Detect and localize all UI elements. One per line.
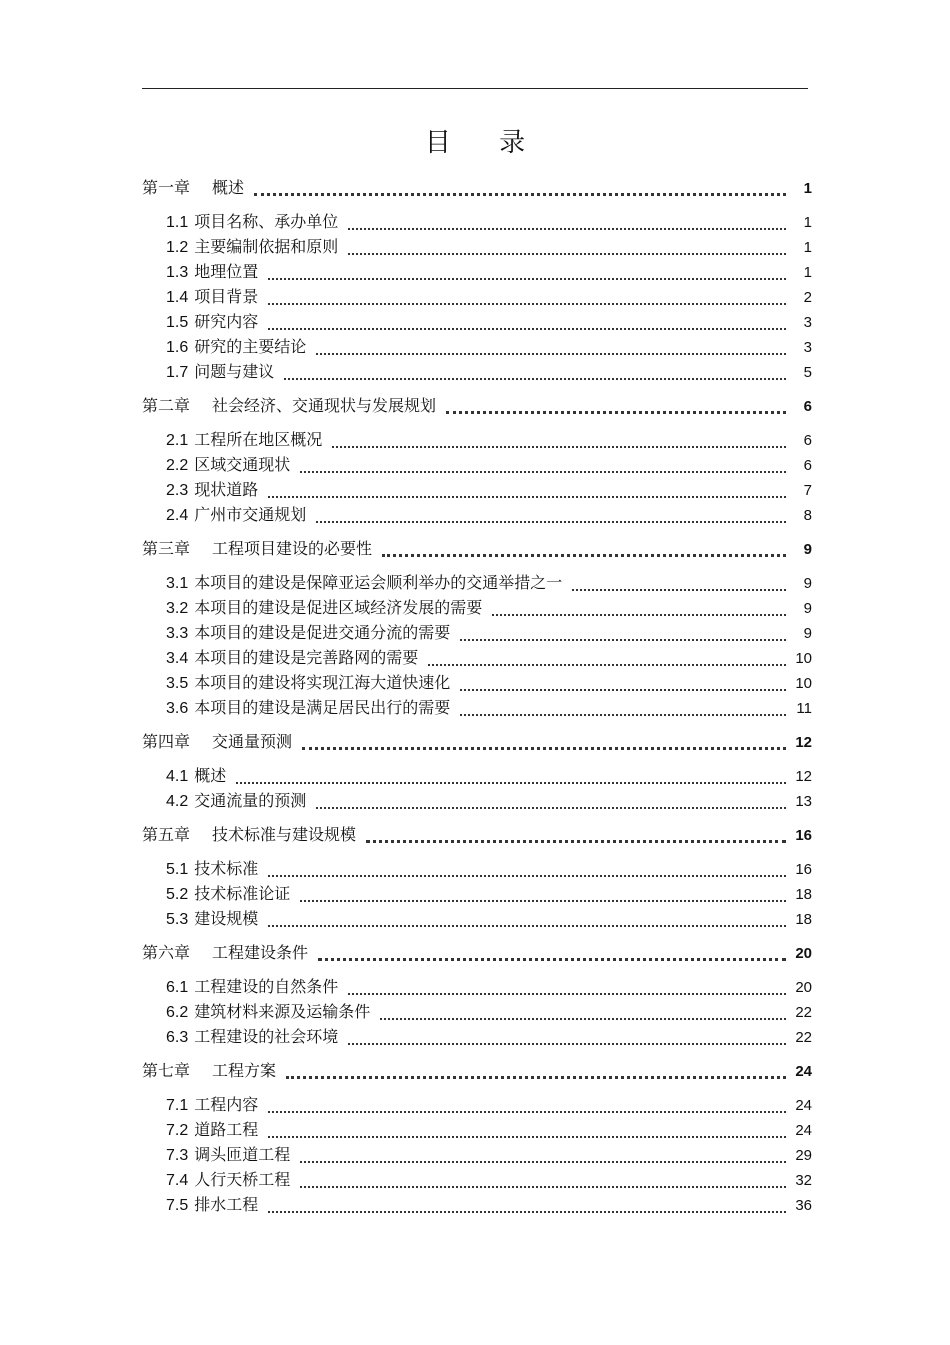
section-title: 区域交通现状 <box>194 455 291 474</box>
dot-leader <box>316 521 786 523</box>
dot-leader <box>268 1136 786 1138</box>
page-number: 24 <box>795 1063 812 1080</box>
section-title: 建筑材料来源及运输条件 <box>194 1002 371 1021</box>
chapter-label <box>142 175 244 198</box>
dot-leader <box>382 554 786 557</box>
dot-leader <box>348 1043 786 1045</box>
dot-leader <box>318 958 786 961</box>
section-label <box>166 881 290 904</box>
section-title: 建设规模 <box>194 909 259 928</box>
section-title: 问题与建议 <box>194 362 275 381</box>
page-number: 18 <box>795 886 812 903</box>
dot-leader <box>268 1211 786 1213</box>
section-title: 地理位置 <box>194 262 259 281</box>
toc-section-entry[interactable] <box>142 1167 812 1192</box>
dot-leader <box>284 378 786 380</box>
section-label <box>166 334 306 357</box>
section-title: 工程内容 <box>194 1095 259 1114</box>
chapter-label <box>142 940 308 963</box>
section-number: 4.1 <box>166 768 189 785</box>
section-title: 项目名称、承办单位 <box>194 212 339 231</box>
chapter-label <box>142 822 356 845</box>
dot-leader <box>366 840 786 843</box>
toc-section-entry[interactable] <box>142 906 812 931</box>
toc-section-entry[interactable] <box>142 427 812 452</box>
dot-leader <box>300 471 786 473</box>
toc-section-entry[interactable] <box>142 670 812 695</box>
section-title: 工程所在地区概况 <box>194 430 323 449</box>
section-title: 工程建设的社会环境 <box>194 1027 339 1046</box>
toc-section-entry[interactable] <box>142 234 812 259</box>
toc-section-entry[interactable] <box>142 695 812 720</box>
page-number: 5 <box>803 364 812 381</box>
section-number: 3.2 <box>166 600 189 617</box>
dot-leader <box>300 900 786 902</box>
section-number: 5.1 <box>166 861 189 878</box>
section-number: 1.2 <box>166 239 189 256</box>
dot-leader <box>460 714 786 716</box>
section-label <box>166 1024 338 1047</box>
section-title: 本项目的建设是完善路网的需要 <box>194 648 419 667</box>
section-number: 3.3 <box>166 625 189 642</box>
section-number: 5.2 <box>166 886 189 903</box>
toc-section-entry[interactable] <box>142 788 812 813</box>
section-number: 1.5 <box>166 314 189 331</box>
section-label <box>166 695 450 718</box>
chapter-title: 技术标准与建设规模 <box>212 825 357 844</box>
toc-section-entry[interactable] <box>142 452 812 477</box>
section-number: 1.3 <box>166 264 189 281</box>
chapter-number: 第五章 <box>142 825 191 844</box>
toc-chapter-entry[interactable] <box>142 940 812 965</box>
toc-section-entry[interactable] <box>142 477 812 502</box>
section-number: 7.2 <box>166 1122 189 1139</box>
page-number: 24 <box>795 1097 812 1114</box>
page-number: 7 <box>803 482 812 499</box>
dot-leader <box>572 589 786 591</box>
section-number: 6.3 <box>166 1029 189 1046</box>
section-number: 1.4 <box>166 289 189 306</box>
section-title: 研究的主要结论 <box>194 337 307 356</box>
section-label <box>166 1167 290 1190</box>
section-label <box>166 1117 258 1140</box>
page-number: 13 <box>795 793 812 810</box>
section-label <box>166 359 274 382</box>
toc-chapter-entry[interactable] <box>142 1058 812 1083</box>
dot-leader <box>428 664 786 666</box>
page-number: 6 <box>803 432 812 449</box>
section-number: 1.7 <box>166 364 189 381</box>
section-label <box>166 620 450 643</box>
dot-leader <box>316 807 786 809</box>
section-number: 3.5 <box>166 675 189 692</box>
dot-leader <box>268 1111 786 1113</box>
dot-leader <box>302 747 786 750</box>
section-label <box>166 595 482 618</box>
dot-leader <box>268 925 786 927</box>
page-number: 36 <box>795 1197 812 1214</box>
toc-chapter-entry[interactable] <box>142 175 812 200</box>
section-label <box>166 284 258 307</box>
toc-section-entry[interactable] <box>142 974 812 999</box>
page-number: 24 <box>795 1122 812 1139</box>
section-title: 道路工程 <box>194 1120 259 1139</box>
toc-chapter-entry[interactable] <box>142 822 812 847</box>
section-label <box>166 1192 258 1215</box>
chapter-title: 工程项目建设的必要性 <box>212 539 373 558</box>
section-title: 技术标准论证 <box>194 884 291 903</box>
toc-section-entry[interactable] <box>142 1142 812 1167</box>
section-title: 工程建设的自然条件 <box>194 977 339 996</box>
section-label <box>166 1092 258 1115</box>
section-label <box>166 974 338 997</box>
dot-leader <box>460 689 786 691</box>
dot-leader <box>332 446 786 448</box>
page-number: 32 <box>795 1172 812 1189</box>
page-number: 16 <box>795 861 812 878</box>
section-number: 7.5 <box>166 1197 189 1214</box>
section-number: 3.1 <box>166 575 189 592</box>
page-number: 3 <box>803 314 812 331</box>
section-title: 本项目的建设是促进交通分流的需要 <box>194 623 451 642</box>
page-number: 12 <box>795 768 812 785</box>
toc-section-entry[interactable] <box>142 1117 812 1142</box>
section-title: 本项目的建设是满足居民出行的需要 <box>194 698 451 717</box>
toc-chapter-entry[interactable] <box>142 536 812 561</box>
section-number: 6.2 <box>166 1004 189 1021</box>
chapter-number: 第二章 <box>142 396 191 415</box>
page-number: 22 <box>795 1004 812 1021</box>
section-label <box>166 906 258 929</box>
page-number: 16 <box>795 827 812 844</box>
page-number: 9 <box>803 541 812 558</box>
page-number: 10 <box>795 650 812 667</box>
dot-leader <box>286 1076 786 1079</box>
dot-leader <box>380 1018 786 1020</box>
chapter-number: 第六章 <box>142 943 191 962</box>
section-number: 7.1 <box>166 1097 189 1114</box>
chapter-number: 第一章 <box>142 178 191 197</box>
page-number: 6 <box>803 457 812 474</box>
toc-title: 目 录 <box>424 128 546 158</box>
section-number: 1.6 <box>166 339 189 356</box>
chapter-title: 社会经济、交通现状与发展规划 <box>212 396 437 415</box>
page-number: 29 <box>795 1147 812 1164</box>
dot-leader <box>268 303 786 305</box>
chapter-label <box>142 729 292 752</box>
section-label <box>166 670 450 693</box>
page-number: 9 <box>803 575 812 592</box>
section-label <box>166 570 562 593</box>
section-label <box>166 452 290 475</box>
toc-section-entry[interactable] <box>142 1092 812 1117</box>
toc-section-entry[interactable] <box>142 259 812 284</box>
toc-section-entry[interactable] <box>142 209 812 234</box>
section-title: 本项目的建设是保障亚运会顺利举办的交通举措之一 <box>194 573 563 592</box>
section-title: 技术标准 <box>194 859 259 878</box>
page-number: 9 <box>803 600 812 617</box>
dot-leader <box>268 496 786 498</box>
section-number: 2.3 <box>166 482 189 499</box>
toc-chapter-entry[interactable] <box>142 729 812 754</box>
page-number: 2 <box>803 289 812 306</box>
toc-section-entry[interactable] <box>142 334 812 359</box>
page-number: 6 <box>803 398 812 415</box>
page-number: 3 <box>803 339 812 356</box>
section-title: 人行天桥工程 <box>194 1170 291 1189</box>
dot-leader <box>348 228 786 230</box>
section-title: 交通流量的预测 <box>194 791 307 810</box>
section-label <box>166 502 306 525</box>
section-number: 1.1 <box>166 214 189 231</box>
section-number: 3.6 <box>166 700 189 717</box>
page-number: 8 <box>803 507 812 524</box>
dot-leader <box>316 353 786 355</box>
page-number: 11 <box>796 700 812 717</box>
toc-section-entry[interactable] <box>142 284 812 309</box>
chapter-label <box>142 393 436 416</box>
section-label <box>166 856 258 879</box>
chapter-title: 概述 <box>212 178 245 197</box>
chapter-title: 工程建设条件 <box>212 943 309 962</box>
section-label <box>166 427 322 450</box>
section-label <box>166 309 258 332</box>
chapter-number: 第七章 <box>142 1061 191 1080</box>
section-number: 7.4 <box>166 1172 189 1189</box>
page-number: 20 <box>795 945 812 962</box>
chapter-label <box>142 1058 276 1081</box>
dot-leader <box>348 993 786 995</box>
page-number: 1 <box>803 239 812 256</box>
page-number: 1 <box>803 264 812 281</box>
section-number: 4.2 <box>166 793 189 810</box>
page-number: 20 <box>795 979 812 996</box>
page-number: 10 <box>795 675 812 692</box>
toc-section-entry[interactable] <box>142 502 812 527</box>
section-number: 7.3 <box>166 1147 189 1164</box>
section-title: 项目背景 <box>194 287 259 306</box>
dot-leader <box>236 782 786 784</box>
dot-leader <box>460 639 786 641</box>
section-number: 5.3 <box>166 911 189 928</box>
toc-section-entry[interactable] <box>142 595 812 620</box>
table-of-contents <box>142 175 812 1217</box>
section-label <box>166 477 258 500</box>
toc-section-entry[interactable] <box>142 856 812 881</box>
page-number: 9 <box>803 625 812 642</box>
dot-leader <box>348 253 786 255</box>
toc-section-entry[interactable] <box>142 645 812 670</box>
chapter-title: 交通量预测 <box>212 732 293 751</box>
toc-section-entry[interactable] <box>142 881 812 906</box>
section-label <box>166 788 306 811</box>
section-title: 现状道路 <box>194 480 259 499</box>
toc-section-entry[interactable] <box>142 1192 812 1217</box>
toc-section-entry[interactable] <box>142 620 812 645</box>
section-number: 2.1 <box>166 432 189 449</box>
page-number: 22 <box>795 1029 812 1046</box>
toc-section-entry[interactable] <box>142 763 812 788</box>
section-title: 概述 <box>194 766 227 785</box>
section-label <box>166 645 418 668</box>
page-number: 1 <box>803 180 812 197</box>
toc-chapter-entry[interactable] <box>142 393 812 418</box>
section-title: 研究内容 <box>194 312 259 331</box>
dot-leader <box>268 328 786 330</box>
dot-leader <box>254 193 786 196</box>
section-title: 调头匝道工程 <box>194 1145 291 1164</box>
page-number: 1 <box>803 214 812 231</box>
dot-leader <box>268 875 786 877</box>
dot-leader <box>446 411 786 414</box>
section-title: 主要编制依据和原则 <box>194 237 339 256</box>
section-label <box>166 234 338 257</box>
chapter-number: 第四章 <box>142 732 191 751</box>
toc-section-entry[interactable] <box>142 1024 812 1049</box>
section-label <box>166 763 226 786</box>
section-title: 排水工程 <box>194 1195 259 1214</box>
chapter-label <box>142 536 372 559</box>
toc-section-entry[interactable] <box>142 309 812 334</box>
section-label <box>166 259 258 282</box>
toc-section-entry[interactable] <box>142 359 812 384</box>
section-title: 广州市交通规划 <box>194 505 307 524</box>
section-title: 本项目的建设是促进区域经济发展的需要 <box>194 598 483 617</box>
section-number: 2.4 <box>166 507 189 524</box>
dot-leader <box>268 278 786 280</box>
header-rule <box>142 88 808 89</box>
toc-section-entry[interactable] <box>142 999 812 1024</box>
page-number: 12 <box>795 734 812 751</box>
page-number: 18 <box>795 911 812 928</box>
chapter-number: 第三章 <box>142 539 191 558</box>
dot-leader <box>300 1186 786 1188</box>
toc-section-entry[interactable] <box>142 570 812 595</box>
section-number: 3.4 <box>166 650 189 667</box>
chapter-title: 工程方案 <box>212 1061 277 1080</box>
dot-leader <box>492 614 786 616</box>
section-number: 6.1 <box>166 979 189 996</box>
section-label <box>166 1142 290 1165</box>
dot-leader <box>300 1161 786 1163</box>
section-label <box>166 999 370 1022</box>
section-title: 本项目的建设将实现江海大道快速化 <box>194 673 451 692</box>
section-label <box>166 209 338 232</box>
section-number: 2.2 <box>166 457 189 474</box>
